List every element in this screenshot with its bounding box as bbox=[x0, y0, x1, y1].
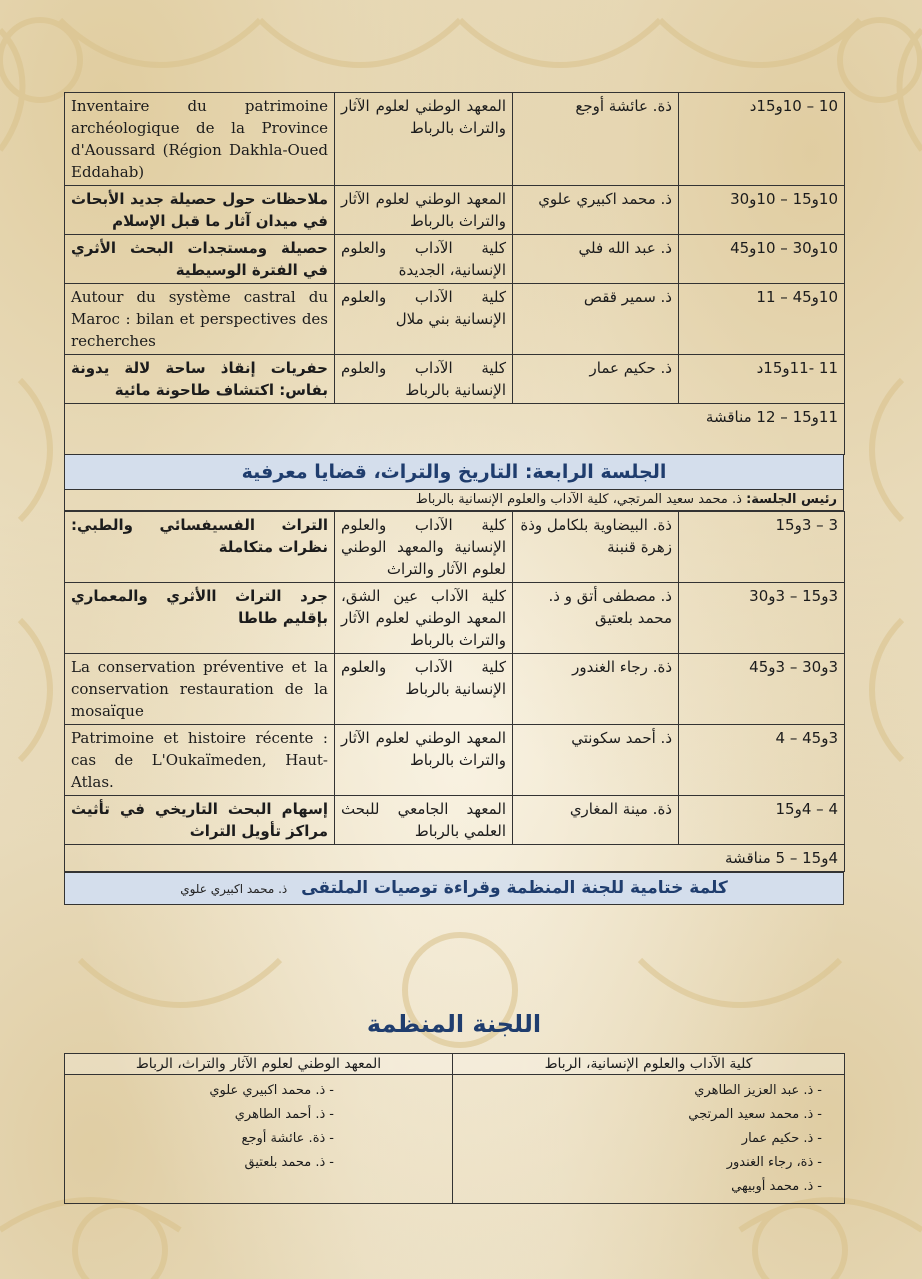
talk-topic: حفريات إنقاذ ساحة لالة يدونة بفاس: اكتشاف طاحونة مائية bbox=[65, 355, 335, 404]
program-row bbox=[65, 796, 845, 845]
committee-member bbox=[461, 1175, 822, 1199]
committee-left-column bbox=[65, 1075, 453, 1204]
list-dash: - bbox=[817, 1131, 822, 1146]
talk-time: 3 – 3و15 bbox=[679, 512, 845, 583]
talk-speaker: ذ. سمير ققص bbox=[513, 284, 679, 355]
talk-speaker: ذ. عبد الله فلي bbox=[513, 235, 679, 284]
discussion-row bbox=[65, 845, 845, 872]
list-dash: - bbox=[329, 1083, 334, 1098]
talk-time: 3و30 – 3و45 bbox=[679, 654, 845, 725]
list-dash: - bbox=[329, 1155, 334, 1170]
discussion-row bbox=[65, 404, 845, 455]
committee-member bbox=[73, 1151, 334, 1175]
program-row bbox=[65, 512, 845, 583]
program-row bbox=[65, 186, 845, 235]
program-row bbox=[65, 284, 845, 355]
right-member-list bbox=[461, 1079, 836, 1199]
talk-time: 10 – 10و15د bbox=[679, 93, 845, 186]
talk-topic: حصيلة ومستجدات البحث الأثري في الفترة الوسيطية bbox=[65, 235, 335, 284]
talk-topic: ملاحظات حول حصيلة جديد الأبحاث في ميدان آثار ما قبل الإسلام bbox=[65, 186, 335, 235]
list-dash: - bbox=[329, 1131, 334, 1146]
chair-label: رئيس الجلسة: bbox=[746, 492, 837, 507]
talk-institution: كلية الآداب والعلوم الإنسانية، الجديدة bbox=[335, 235, 513, 284]
discussion-text: 4و15 – 5 مناقشة bbox=[65, 845, 845, 872]
talk-topic: جرد التراث االأثري والمعماري بإقليم طاطا bbox=[65, 583, 335, 654]
talk-institution: المعهد الوطني لعلوم الآثار والتراث بالرباط bbox=[335, 186, 513, 235]
talk-topic: Autour du système castral du Maroc : bilan et perspectives des recherches bbox=[65, 284, 335, 355]
program-row bbox=[65, 93, 845, 186]
talk-time: 10و45 – 11 bbox=[679, 284, 845, 355]
committee-left-header: المعهد الوطني لعلوم الآثار والتراث، الرباط bbox=[65, 1054, 453, 1075]
talk-speaker: ذة. رجاء الغندور bbox=[513, 654, 679, 725]
committee-member bbox=[461, 1103, 822, 1127]
talk-time: 4 – 4و15 bbox=[679, 796, 845, 845]
committee-title: اللجنة المنظمة bbox=[366, 1010, 542, 1038]
list-dash: - bbox=[817, 1155, 822, 1170]
session-chair bbox=[64, 490, 844, 511]
talk-topic: التراث الفسيفسائي والطبي: نظرات متكاملة bbox=[65, 512, 335, 583]
committee-member bbox=[73, 1103, 334, 1127]
talk-institution: كلية الآداب عين الشق، المعهد الوطني لعلوم الآثار والتراث بالرباط bbox=[335, 583, 513, 654]
discussion-text: 11و15 – 12 مناقشة bbox=[65, 404, 845, 455]
program-table-session-3 bbox=[64, 92, 845, 455]
member-name: ذ. حكيم عمار bbox=[741, 1131, 814, 1146]
talk-time: 10و15 – 10و30 bbox=[679, 186, 845, 235]
talk-speaker: ذة. مينة المغاري bbox=[513, 796, 679, 845]
committee-member bbox=[461, 1127, 822, 1151]
chair-value: ذ. محمد سعيد المرتجي، كلية الآداب والعلوم الإنسانية بالرباط bbox=[415, 492, 747, 507]
talk-institution: المعهد الوطني لعلوم الآثار والتراث بالرباط bbox=[335, 725, 513, 796]
talk-institution: كلية الآداب والعلوم الإنسانية بالرباط bbox=[335, 654, 513, 725]
talk-topic: Inventaire du patrimoine archéologique de la Province d'Aoussard (Région Dakhla-Oued Eddahab) bbox=[65, 93, 335, 186]
member-name: ذ. محمد أوبيهي bbox=[731, 1179, 814, 1194]
committee-table bbox=[64, 1053, 845, 1204]
talk-speaker: ذ. محمد اكبيري علوي bbox=[513, 186, 679, 235]
talk-topic: إسهام البحث التاريخي في تأثيث مراكز تأويل التراث bbox=[65, 796, 335, 845]
closing-remarks-band bbox=[64, 872, 844, 905]
program-row bbox=[65, 235, 845, 284]
list-dash: - bbox=[817, 1107, 822, 1122]
list-dash: - bbox=[329, 1107, 334, 1122]
talk-institution: كلية الآداب والعلوم الإنسانية والمعهد الوطني لعلوم الآثار والتراث bbox=[335, 512, 513, 583]
committee-member bbox=[73, 1127, 334, 1151]
talk-speaker: ذ. أحمد سكونتي bbox=[513, 725, 679, 796]
program-row bbox=[65, 583, 845, 654]
talk-time: 11 -11و15د bbox=[679, 355, 845, 404]
member-name: ذ. محمد اكبيري علوي bbox=[209, 1083, 326, 1098]
talk-speaker: ذة. عائشة أوجع bbox=[513, 93, 679, 186]
talk-institution: المعهد الوطني لعلوم الآثار والتراث بالرباط bbox=[335, 93, 513, 186]
list-dash: - bbox=[817, 1083, 822, 1098]
talk-institution: كلية الآداب والعلوم الإنسانية بالرباط bbox=[335, 355, 513, 404]
committee-right-column bbox=[453, 1075, 845, 1204]
committee-right-header: كلية الآداب والعلوم الإنسانية، الرباط bbox=[453, 1054, 845, 1075]
member-name: ذة. عائشة أوجع bbox=[241, 1131, 326, 1146]
session-4-title: الجلسة الرابعة: التاريخ والتراث، قضايا معرفية bbox=[64, 455, 844, 490]
closing-text: كلمة ختامية للجنة المنظمة وقراءة توصيات الملتقى bbox=[301, 878, 728, 898]
member-name: ذ. محمد سعيد المرتجي bbox=[688, 1107, 814, 1122]
program-sheet bbox=[64, 92, 844, 905]
committee-member bbox=[73, 1079, 334, 1103]
talk-topic: Patrimoine et histoire récente : cas de L'Oukaïmeden, Haut-Atlas. bbox=[65, 725, 335, 796]
program-row bbox=[65, 725, 845, 796]
closing-speaker: ذ. محمد اكبيري علوي bbox=[180, 882, 288, 896]
talk-institution: كلية الآداب والعلوم الإنسانية بني ملال bbox=[335, 284, 513, 355]
left-member-list bbox=[73, 1079, 444, 1175]
talk-speaker: ذة. البيضاوية بلكامل وذة زهرة قنبنة bbox=[513, 512, 679, 583]
program-row bbox=[65, 355, 845, 404]
talk-institution: المعهد الجامعي للبحث العلمي بالرباط bbox=[335, 796, 513, 845]
talk-time: 3و15 – 3و30 bbox=[679, 583, 845, 654]
member-name: ذ. عبد العزيز الطاهري bbox=[694, 1083, 814, 1098]
program-row bbox=[65, 654, 845, 725]
member-name: ذ. محمد بلعتيق bbox=[244, 1155, 326, 1170]
talk-speaker: ذ. حكيم عمار bbox=[513, 355, 679, 404]
program-table-session-4 bbox=[64, 511, 845, 872]
committee-member bbox=[461, 1151, 822, 1175]
talk-topic: La conservation préventive et la conservation restauration de la mosaïque bbox=[65, 654, 335, 725]
talk-speaker: ذ. مصطفى أتق و ذ. محمد بلعتيق bbox=[513, 583, 679, 654]
member-name: ذة، رجاء الغندور bbox=[726, 1155, 814, 1170]
talk-time: 3و45 – 4 bbox=[679, 725, 845, 796]
committee-member bbox=[461, 1079, 822, 1103]
talk-time: 10و30 – 10و45 bbox=[679, 235, 845, 284]
list-dash: - bbox=[817, 1179, 822, 1194]
member-name: ذ. أحمد الطاهري bbox=[234, 1107, 326, 1122]
